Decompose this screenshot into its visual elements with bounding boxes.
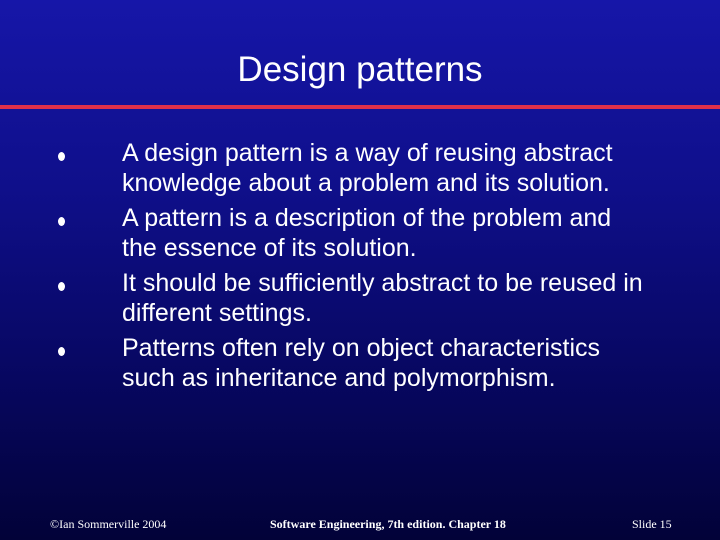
bullet-icon (58, 217, 65, 226)
footer-slide-number: Slide 15 (632, 517, 672, 531)
footer-copyright: ©Ian Sommerville 2004 (50, 517, 167, 531)
bullet-list (0, 138, 720, 398)
bullet-item-4 (0, 333, 720, 393)
bullet-item-2 (0, 203, 720, 263)
bullet-4-line-2: such as inheritance and polymorphism. (122, 364, 556, 392)
bullet-icon (58, 347, 65, 356)
bullet-1-line-2: knowledge about a problem and its solution. (122, 169, 610, 197)
slide-title: Design patterns (237, 50, 483, 89)
bullet-3-line-1: It should be sufficiently abstract to be reused in (122, 269, 643, 297)
bullet-2-line-1: A pattern is a description of the problem and (122, 204, 612, 232)
slide-footer (0, 516, 720, 532)
bullet-item-1 (0, 138, 720, 198)
title-divider (0, 105, 720, 109)
bullet-item-3 (0, 268, 720, 328)
bullet-1-line-1: A design pattern is a way of reusing abstract (122, 139, 613, 167)
footer-book-title: Software Engineering, 7th edition. Chapter 18 (270, 517, 506, 531)
bullet-2-line-2: the essence of its solution. (122, 234, 417, 262)
bullet-4-line-1: Patterns often rely on object characteristics (122, 334, 601, 362)
bullet-icon (58, 282, 65, 291)
bullet-3-line-2: different settings. (122, 299, 312, 327)
bullet-icon (58, 152, 65, 161)
